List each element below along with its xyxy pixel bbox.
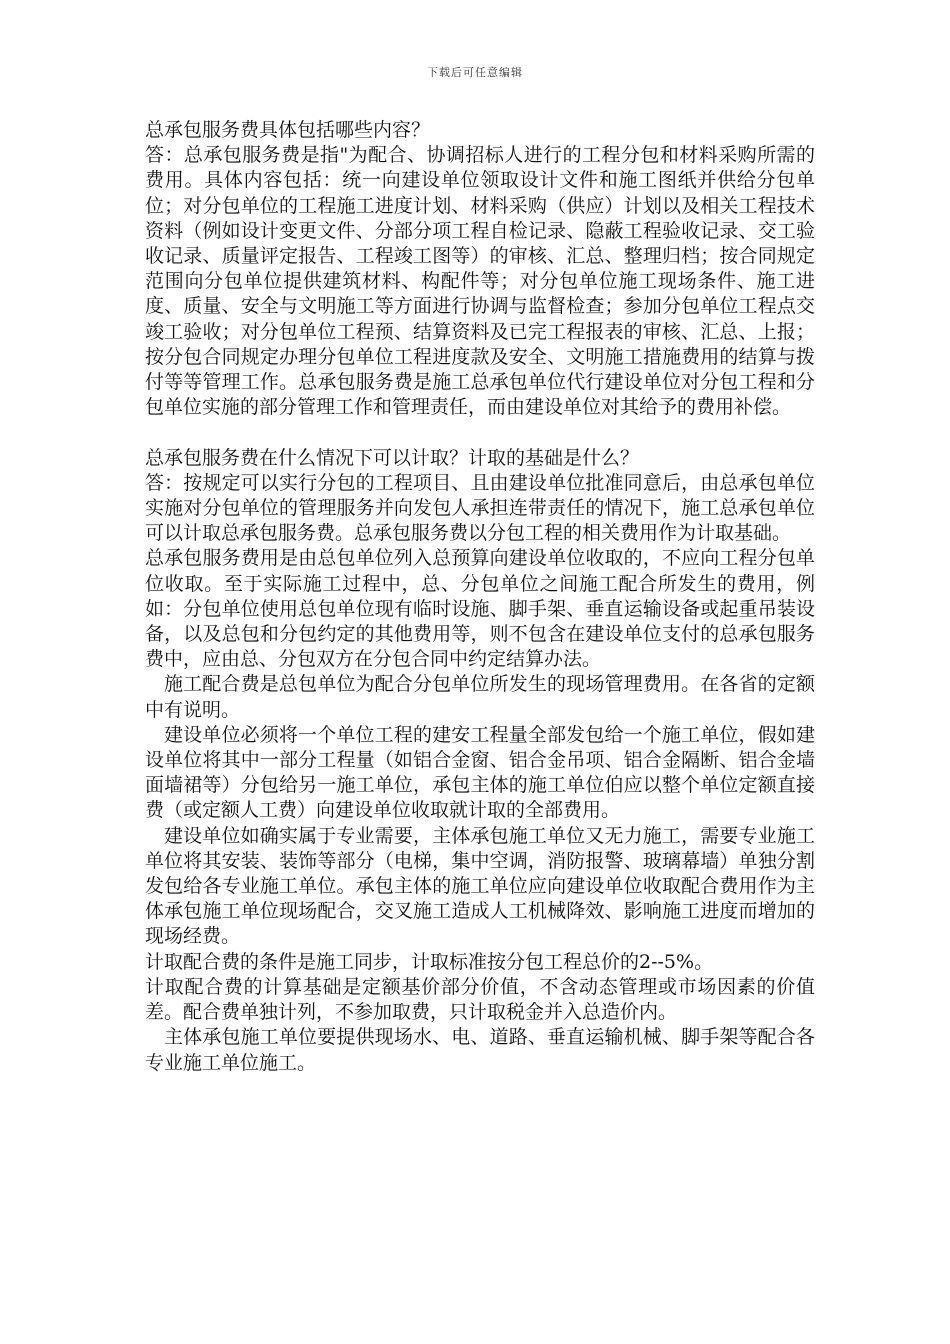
body-paragraph: 施工配合费是总包单位为配合分包单位所发生的现场管理费用。在各省的定额中有说明。: [145, 673, 815, 721]
page-header-note: 下载后可任意编辑: [427, 66, 523, 79]
body-paragraph: 计取配合费的计算基础是定额基价部分价值，不含动态管理或市场因素的价值差。配合费单独计列，不参加取费，只计取税金并入总造价内。: [145, 975, 815, 1024]
question-heading: 总承包服务费具体包括哪些内容？: [145, 119, 431, 141]
blank-line: [145, 420, 815, 445]
body-paragraph: 总承包服务费用是由总包单位列入总预算向建设单位收取的，不应向工程分包单位收取。至于实际施工过程中，总、分包单位之间施工配合所发生的费用，例如：分包单位使用总包单位现有临时设施、脚手架、垂直运输设备或起重吊装设备，以及总包和分包约定的其他费用等，则不包含在建设单位支付的总承包服务费中，应由总、分包双方在分包合同中约定结算办法。: [145, 547, 815, 671]
answer-paragraph: 答：总承包服务费是指"为配合、协调招标人进行的工程分包和材料采购所需的费用。具体内容包括：统一向建设单位领取设计文件和施工图纸并供给分包单位；对分包单位的工程施工进度计划、材料采购（供应）计划以及相关工程技术资料（例如设计变更文件、分部分项工程自检记录、隐蔽工程验收记录、交工验收记录、质量评定报告、工程竣工图等）的审核、汇总、整理归档；按合同规定范围向分包单位提供建筑材料、构配件等；对分包单位施工现场条件、施工进度、质量、安全与文明施工等方面进行协调与监督检查；参加分包单位工程点交竣工验收；对分包单位工程预、结算资料及已完工程报表的审核、汇总、上报；按分包合同规定办理分包单位工程进度款及安全、文明施工措施费用的结算与拨付等等管理工作。总承包服务费是施工总承包单位代行建设单位对分包工程和分包单位实施的部分管理工作和管理责任，而由建设单位对其给予的费用补偿。: [145, 144, 815, 419]
document-body: [145, 118, 815, 1076]
question-heading: 总承包服务费在什么情况下可以计取？计取的基础是什么？: [145, 446, 640, 469]
body-paragraph: 计取配合费的条件是施工同步，计取标准按分包工程总价的2--5%。: [145, 950, 714, 973]
answer-paragraph: 答：按规定可以实行分包的工程项目、且由建设单位批准同意后，由总承包单位实施对分包单位的管理服务并向发包人承担连带责任的情况下，施工总承包单位可以计取总承包服务费。总承包服务费以分包工程的相关费用作为计取基础。: [145, 471, 815, 545]
body-paragraph: 建设单位必须将一个单位工程的建安工程量全部发包给一个施工单位，假如建设单位将其中一部分工程量（如铝合金窗、铝合金吊项、铝合金隔断、铝合金墙面墙裙等）分包给另一施工单位，承包主体的施工单位伯应以整个单位定额直接费（或定额人工费）向建设单位收取就计取的全部费用。: [145, 723, 815, 822]
body-paragraph: 主体承包施工单位要提供现场水、电、道路、垂直运输机械、脚手架等配合各专业施工单位施工。: [145, 1026, 815, 1074]
body-paragraph: 建设单位如确实属于专业需要，主体承包施工单位又无力施工，需要专业施工单位将其安装、装饰等部分（电梯，集中空调，消防报警、玻璃幕墙）单独分割发包给各专业施工单位。承包主体的施工单位应向建设单位收取配合费用作为主体承包施工单位现场配合，交叉施工造成人工机械降效、影响施工进度而增加的现场经费。: [145, 824, 815, 948]
